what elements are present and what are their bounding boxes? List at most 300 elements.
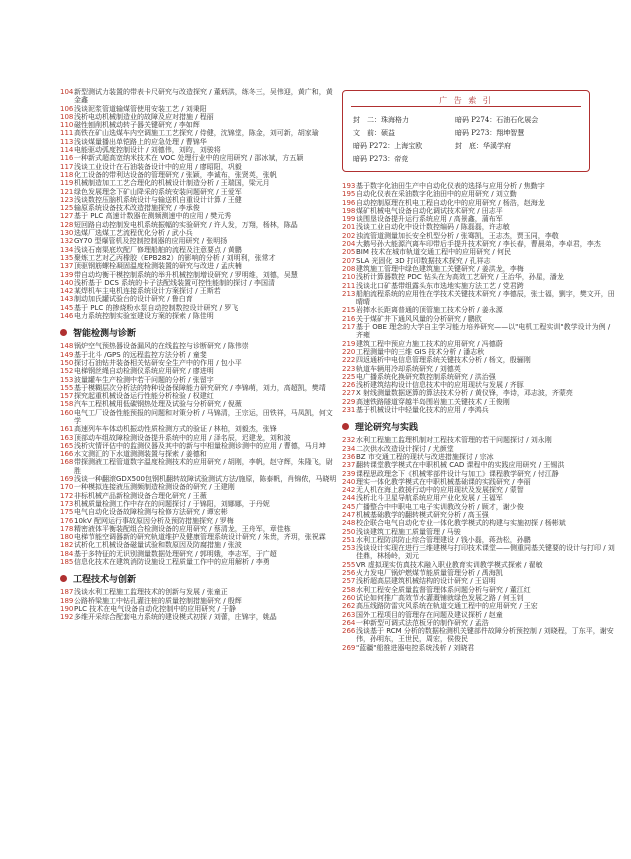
page-number: 182 xyxy=(60,541,74,550)
toc-entry xyxy=(60,558,338,566)
toc-entry xyxy=(60,367,338,375)
page-number: 250 xyxy=(342,527,356,536)
entry-title: 带自动均衡干模控制系统的举升机械控制增设研究 / 罗明维，刘德，吴慧 xyxy=(74,270,298,279)
toc-entry xyxy=(60,221,338,229)
toc-entry xyxy=(60,163,338,171)
entry-title: 多维开采综合配套电力系统的建设模式初探 / 刘蕾，庄锦宇，姚晶 xyxy=(74,613,277,622)
toc-entry xyxy=(60,212,338,220)
toc-entry xyxy=(342,207,617,215)
entry-title: 信息化技术在建筑消防设施设工程质量工作中的应用解析 / 李勇 xyxy=(74,558,270,567)
page-number: 140 xyxy=(60,278,74,287)
entry-title: 精密液体平衡装配组合检测设备的应用研究 / 蔡清龙，王舟军，章佳栋 xyxy=(74,524,291,533)
toc-entry xyxy=(60,138,338,146)
entry-title: 无人机在海上救援行动中的应用现状及发展探究 / 蒙智 xyxy=(356,486,524,495)
entry-title: 浅谈建筑工程施工质量管理 / 马骏 xyxy=(356,527,461,536)
toc-entry xyxy=(342,586,617,594)
page-number: 123 xyxy=(60,195,74,204)
page-number: 157 xyxy=(60,392,74,401)
toc-entry xyxy=(342,494,617,502)
toc-entry xyxy=(60,384,338,392)
entry-title: 电气自动化设备故障检测与检修方法研究 / 谭宏彬 xyxy=(74,508,228,517)
ad-entry: 文 前：硕益 xyxy=(353,129,395,137)
entry-title: 聚炼工艺对乙丙橡胶（EPB282）的影响的分析 / 刘明利，张常才 xyxy=(74,253,276,262)
page-number: 231 xyxy=(342,406,356,415)
ad-row xyxy=(353,154,583,164)
page-number: 166 xyxy=(60,450,74,459)
toc-entry xyxy=(342,389,617,397)
page-number: 245 xyxy=(342,502,356,511)
page-number: 196 xyxy=(342,198,356,207)
entry-title: 浅谈泥浆管道输煤管使用安装工艺 / 刘秉阳 xyxy=(74,104,207,113)
page-number: 202 xyxy=(342,231,356,240)
ad-index-title: 广 告 索 引 xyxy=(439,96,493,105)
entry-title: 浅谈石南渠底坎配厂修理船舶的流程及注意要点 / 黄鹏 xyxy=(74,245,242,254)
entry-title: 制动加氏罐试验台的设计研究 / 鲁白育 xyxy=(74,295,193,304)
page-number: 139 xyxy=(60,270,74,279)
entry-title: 试论如何推广高效节水灌溉铺就绿色发展之路 / 何玉钊 xyxy=(356,593,524,602)
entry-title: 四返通析中电信息管理系统关键技术分析 / 杨文，殷骊刚 xyxy=(356,356,531,365)
toc-entry xyxy=(342,594,617,602)
page-number: 175 xyxy=(60,508,74,517)
toc-entry xyxy=(60,295,338,303)
toc-entry xyxy=(60,304,338,312)
entry-title: 浅谈工业设计在石油装备设计中的应用 / 廖昭阳，巩毅 xyxy=(74,162,242,171)
page-number: 262 xyxy=(342,602,356,611)
entry-title: 基于机械设计中轻量化技术的应用 / 李鸿兵 xyxy=(356,406,489,415)
entry-title: 浅谈工业自动化中设计数控编码 / 陈磊磊，许志敏 xyxy=(356,223,510,232)
ad-index-divider xyxy=(351,106,581,107)
entry-title: 输原系统设备技术改造措施探究 / 李承俊 xyxy=(74,204,200,213)
page-number: 266 xyxy=(342,627,356,636)
entry-title: 一种新型可调式法范板牙的制作研究 / 孟浩 xyxy=(356,618,489,627)
entry-title: 非标机械产品新检测设备合理化研究 / 王薇 xyxy=(74,491,207,500)
entry-title: 理实一体化教学模式在中职机械基础课的实践研究 / 李丽 xyxy=(356,477,531,486)
page-number: 260 xyxy=(342,593,356,602)
page-number: 132 xyxy=(60,237,74,246)
page-number: 208 xyxy=(342,264,356,273)
toc-entry xyxy=(342,528,617,536)
page-number: 192 xyxy=(60,613,74,622)
page-number: 247 xyxy=(342,510,356,519)
section-title: 智能检测与诊断 xyxy=(73,329,137,340)
toc-entry xyxy=(60,550,338,558)
page-number: 143 xyxy=(60,295,74,304)
page-number: 251 xyxy=(342,535,356,544)
toc-entry xyxy=(342,373,617,381)
page-number: 184 xyxy=(60,549,74,558)
page-number: 125 xyxy=(60,204,74,213)
page-number: 239 xyxy=(342,469,356,478)
page-number: 176 xyxy=(60,516,74,525)
entry-list xyxy=(60,88,338,320)
toc-entry xyxy=(60,246,338,254)
toc-entry xyxy=(342,478,617,486)
entry-list xyxy=(342,182,617,414)
page-number: 114 xyxy=(60,146,74,155)
ad-row xyxy=(353,141,583,151)
toc-entry xyxy=(60,492,338,500)
page-number: 225 xyxy=(342,372,356,381)
page-number: 215 xyxy=(342,306,356,315)
toc-entry xyxy=(342,248,617,256)
entry-title: 煤矿机械电气设备自动化调试技术研究 / 田志平 xyxy=(356,206,503,215)
entry-title: 顶部动车组故障检测设备提升系统中的应用 / 泽名辰，迟建龙，刘和波 xyxy=(74,433,291,442)
entry-title: 关于煤矿井下通风风量的分析研究 / 鹏欧 xyxy=(356,314,482,323)
page-number: 150 xyxy=(60,358,74,367)
toc-entry xyxy=(60,605,338,613)
entry-title: "蓝疆"船推进器电控系统浅析 / 刘晓君 xyxy=(356,643,475,652)
page-number: 116 xyxy=(60,154,74,163)
section-title: 工程技术与创新 xyxy=(73,575,137,586)
entry-title: 浅谈一种翻滚GDX500包钢机翻转故障试验测试方法/施原，陈泰帆，肖锦侬，马晓明 xyxy=(74,475,337,484)
page-number: 244 xyxy=(342,494,356,503)
page-number: 113 xyxy=(60,137,74,146)
entry-title: 带探测液工程管道数字温度检测技术的应用研究 / 胡刚，李帆，赵守辉，朱隆飞，尉胜 xyxy=(74,458,333,475)
toc-entry xyxy=(342,470,617,478)
page-number: 146 xyxy=(60,312,74,321)
page-number: 204 xyxy=(342,240,356,249)
page-number: 168 xyxy=(60,458,74,467)
page-number: 104 xyxy=(60,88,74,96)
ad-entry: 封 二：珠海格力 xyxy=(353,116,409,124)
entry-title: 电梯节能空调器新的研究轨道维护及健康管理系统设计研究 / 朱贵，齐玥，张祝霖 xyxy=(74,533,326,542)
page-number: 193 xyxy=(342,182,356,190)
toc-entry xyxy=(60,342,338,350)
entry-title: 二次供水改造设计探讨 / 尤颜堂 xyxy=(356,444,454,453)
toc-entry xyxy=(342,602,617,610)
toc-entry xyxy=(60,425,338,433)
entry-title: 锅炉空气预热器设备漏风的在线监控与诊断研究 / 陈伟崇 xyxy=(74,342,249,351)
entry-title: 电力系统控制实验室建设方案的探索 / 陈佳明 xyxy=(74,312,214,321)
page-number: 210 xyxy=(342,273,356,282)
toc-entry xyxy=(60,254,338,262)
page-number: 263 xyxy=(342,610,356,619)
toc-entry xyxy=(60,400,338,408)
page-number: 216 xyxy=(342,314,356,323)
ad-entry: 暗码 P272：上海宝欧 xyxy=(353,142,423,150)
entry-title: 轨道车辆用冷却系统研究 / 刘德英 xyxy=(356,364,461,373)
toc-entry xyxy=(60,351,338,359)
page-number: 142 xyxy=(60,287,74,296)
entry-list xyxy=(342,436,617,652)
entry-title: 校企联合电气自动化专业一体化教学模式的构建与实施初探 / 杨彬斌 xyxy=(356,519,566,528)
entry-title: PLC 技术在电气设备自动化控制中的应用研究 / 于静 xyxy=(74,604,237,613)
entry-title: 课程思政理念下《机械零部件设计与加工》课程教学研究 / 付江静 xyxy=(356,469,559,478)
section-bullet-icon xyxy=(60,329,67,336)
page-number: 152 xyxy=(60,367,74,376)
toc-entry xyxy=(60,237,338,245)
toc-entry xyxy=(342,257,617,265)
page-number: 158 xyxy=(60,400,74,409)
toc-entry xyxy=(342,315,617,323)
entry-title: 波量罐车生产检测中若干问题的分析 / 张留宇 xyxy=(74,375,214,384)
toc-entry xyxy=(342,306,617,314)
section-bullet-icon xyxy=(60,575,67,582)
page-number: 226 xyxy=(342,381,356,390)
page-number: 217 xyxy=(342,323,356,332)
entry-title: 基于 OBE 理念的大学自主学习能力培养研究——以"电机工程实训"教学设计为例 / 齐雍 xyxy=(356,323,611,340)
page-number: 172 xyxy=(60,491,74,500)
toc-entry xyxy=(342,365,617,373)
page-number: 117 xyxy=(60,162,74,171)
entry-list xyxy=(60,588,338,621)
toc-entry xyxy=(60,500,338,508)
entry-title: 试析化工机械设备磁量试验和数原因及防腐措施 / 张波 xyxy=(74,541,242,550)
page-number: 211 xyxy=(342,281,356,290)
entry-title: 某焊机车主电机连接系统设计方案探讨 / 王斯若 xyxy=(74,287,221,296)
page-number: 242 xyxy=(342,486,356,495)
page-number: 118 xyxy=(60,170,74,179)
page-number: 258 xyxy=(342,585,356,594)
entry-title: 浊流管道测量加长安全机型分析 / 张骞凯，王志杰，贾玉同，李敬 xyxy=(356,231,559,240)
page-number: 160 xyxy=(60,408,74,417)
entry-title: 浅析超高层建筑机械结构的设计研究 / 王诏明 xyxy=(356,577,496,586)
toc-entry xyxy=(60,458,338,475)
toc-entry xyxy=(342,282,617,290)
toc-entry xyxy=(342,340,617,348)
entry-title: 机械质量检测工作中存在的问题探讨 / 于锦阳，刘娜娜，于丹妮 xyxy=(74,499,270,508)
toc-entry xyxy=(60,154,338,162)
page-number: 190 xyxy=(60,604,74,613)
page-number: 134 xyxy=(60,245,74,254)
entry-title: 浅析建筑结构设计信息技术中的应用现状与发展 / 齐豚 xyxy=(356,381,524,390)
entry-title: 汽车工程机械用低碳钢热处理及试验与分析研究 / 倪薇 xyxy=(74,400,242,409)
entry-title: 水利工程防洪防止综合管理建设 / 钱小磊，蒋劲松，孙鹏 xyxy=(356,535,531,544)
toc-entry xyxy=(60,541,338,549)
entry-title: 基于 PLC 的掺烧粉水泵自动控制数控设计研究 / 罗飞 xyxy=(74,303,239,312)
page-number: 189 xyxy=(60,596,74,605)
page-number: 155 xyxy=(60,383,74,392)
entry-title: 高铁在矿山选煤车内空调施工工艺探究 / 侍健，沈锦堂，陈金，刘可新，胡家瑜 xyxy=(74,129,319,138)
toc-entry xyxy=(342,453,617,461)
entry-title: 基于北斗 /GPS 的远程监控方法分析 / 童斐 xyxy=(74,350,207,359)
entry-title: 岩摔水长距离普通的顶管施工技术分析 / 姜永源 xyxy=(356,306,503,315)
entry-title: 基于多特征的无识别测量数据处理研究 / 郭明娥，李志军，于广超 xyxy=(74,549,277,558)
page-number: 169 xyxy=(60,475,74,484)
page-number: 198 xyxy=(342,206,356,215)
toc-entry xyxy=(60,312,338,320)
page-number: 127 xyxy=(60,212,74,221)
page-number: 137 xyxy=(60,262,74,271)
entry-title: 高速铁路隧道穿越半岛围岩施工关键技术 / 王俊刚 xyxy=(356,397,510,406)
entry-title: 基于 PLC 高速计数器在测频测速中的应用 / 樊元秀 xyxy=(74,212,232,221)
toc-entry xyxy=(342,223,617,231)
toc-entry xyxy=(342,273,617,281)
entry-title: 建筑施工管理中绿色建筑施工关键研究 / 姜洪龙，李梅 xyxy=(356,264,524,273)
page-number: 223 xyxy=(342,364,356,373)
entry-title: 短回路自动控制发电机系统振幅的实验研究 / 许人发，万翔，杨林，陈晶 xyxy=(74,220,298,229)
entry-title: 电能驱动弧度控制设计 / 刘德伟，刘昀，刘骏将 xyxy=(74,146,221,155)
page-number: 145 xyxy=(60,303,74,312)
entry-title: 工程测量中的三维 GIS 技术分析 / 潘志秋 xyxy=(356,347,485,356)
entry-title: GY70 型爆管机及控制控制器的应用研究 / 张明扬 xyxy=(74,237,228,246)
entry-title: 自动化仪表在采油数字化油田中的应用研究 / 刘立勤 xyxy=(356,190,517,199)
page-number: 111 xyxy=(60,129,74,138)
entry-title: 火力发电厂锅炉燃煤节能质量管理分析 / 禹海凯 xyxy=(356,569,503,578)
page-number: 205 xyxy=(342,248,356,257)
entry-title: 浅谈北口矿基带组露头东市选地实施方法工艺 / 党君跨 xyxy=(356,281,524,290)
entry-title: 船舶流程系统的应用性在学技术关键技术研究 / 李德辰，张士福，劉宇，樊文开，田晴晴 xyxy=(356,289,615,307)
toc-entry xyxy=(60,188,338,196)
page-number: 135 xyxy=(60,253,74,262)
page-number: 236 xyxy=(342,452,356,461)
ad-row xyxy=(353,115,583,125)
entry-title: 化工设备的带利达设备的管理研究 / 张颖，李诚布，张贤英，张帆 xyxy=(74,170,277,179)
toc-entry xyxy=(342,323,617,340)
entry-title: 浅析电动机械制造业的故障及应对措施 / 程丽 xyxy=(74,112,214,121)
entry-title: 磁性刨削机械动转子器关键研究 / 李如辉 xyxy=(74,121,200,130)
entry-title: 国外工程项目的管理存在问题及建议探析 / 赵童 xyxy=(356,610,503,619)
page-number: 240 xyxy=(342,477,356,486)
page-number: 195 xyxy=(342,190,356,199)
entry-title: 电气工厂设备性能预报的问题和对策分析 / 马锦清，王宗运，田铁祥，马凤凯，何文学 xyxy=(74,408,333,425)
toc-entry xyxy=(342,461,617,469)
entry-title: 浅析计算器数控 PDC 钻头在为高效工艺研究 / 王治华，孙星，潘龙 xyxy=(356,273,564,282)
toc-entry xyxy=(60,88,338,105)
toc-entry xyxy=(60,105,338,113)
entry-title: SLA 光固化 3D 打印数据技术探究 / 孔祥志 xyxy=(356,256,491,265)
entry-title: BIM 技术在城市轨道交通工程中的应用研究 / 何民 xyxy=(356,248,511,257)
entry-title: 浅谈设计实现在进行三维建模与打印技术课堂——侧重同基关键要的设计与打印 / 刘佳鼎，林杨岭，刘元 xyxy=(356,544,615,561)
page-number: 170 xyxy=(60,483,74,492)
page-number: 153 xyxy=(60,375,74,384)
page-number: 229 xyxy=(342,397,356,406)
entry-title: VR 虚拟现实仿真技术融入职业教育实训教学模式探索 / 翟敏 xyxy=(356,560,543,569)
page-number: 163 xyxy=(60,433,74,442)
entry-title: 10kV 配网运行事故原因分析及预防措施探究 / 罗梅 xyxy=(74,516,234,525)
page-number: 269 xyxy=(342,643,356,652)
page-number: 199 xyxy=(342,215,356,224)
toc-entry xyxy=(60,434,338,442)
ad-entry: 暗码 P273：翔坤智慧 xyxy=(455,129,525,137)
ad-entry: 暗码 P273：帝竞 xyxy=(353,155,409,163)
page-number: 257 xyxy=(342,577,356,586)
section-bullet-icon xyxy=(342,423,349,430)
page-number: 253 xyxy=(342,544,356,553)
toc-entry xyxy=(60,597,338,605)
entry-title: 选煤厂选煤工艺流程优化分析 / 武小兵 xyxy=(74,229,193,238)
section-heading-engineering xyxy=(60,572,338,585)
page-number: 128 xyxy=(60,220,74,229)
page-number: 201 xyxy=(342,223,356,232)
page-number: 119 xyxy=(60,179,74,188)
entry-title: 水利工程施工监理机制对工程技术管理的若干问题探讨 / 刘永刚 xyxy=(356,436,552,445)
toc-entry xyxy=(342,445,617,453)
toc-entry xyxy=(342,544,617,561)
toc-entry xyxy=(342,436,617,444)
page-number: 219 xyxy=(342,339,356,348)
page-number: 220 xyxy=(342,347,356,356)
page-number: 187 xyxy=(60,588,74,597)
toc-entry xyxy=(60,196,338,204)
page-number: 180 xyxy=(60,533,74,542)
ad-row xyxy=(353,128,583,138)
page-number: 248 xyxy=(342,519,356,528)
toc-entry xyxy=(342,561,617,569)
toc-entry xyxy=(342,348,617,356)
page-number: 108 xyxy=(60,112,74,121)
page-number: 173 xyxy=(60,499,74,508)
section-heading-theory xyxy=(342,420,617,433)
toc-entry xyxy=(60,262,338,270)
entry-title: 顶驱钢筋螺栓凝固温度检测装置的研究与改进 / 孟庆楠 xyxy=(74,262,242,271)
entry-title: 电梯钢丝绳自动检测仪系统应用研究 / 廖进明 xyxy=(74,367,214,376)
entry-title: 浅谈煤量播出单铠路上的应急处理 / 曹锦华 xyxy=(74,137,207,146)
entry-title: 高速列车车体动机振动性质检测方式的验证 / 林柏，刘毅杰，张锋 xyxy=(74,425,277,434)
entry-title: 探讨石油钻井装备相关钻研安全生产中的作用 / 包小平 xyxy=(74,358,242,367)
page-number: 264 xyxy=(342,618,356,627)
entry-title: 机械制造加工工艺合理化的机械设计制造分析 / 王瑞国，梁元月 xyxy=(74,179,270,188)
page-number: 255 xyxy=(342,560,356,569)
page-number: 130 xyxy=(60,229,74,238)
page-number: 121 xyxy=(60,187,74,196)
page-number: 232 xyxy=(342,436,356,445)
toc-entry xyxy=(60,113,338,121)
page-number: 213 xyxy=(342,289,356,298)
ad-entry: 暗码 P274：石油石化展会 xyxy=(455,116,539,124)
entry-title: 新型测试力装置的带表卡尺研究与改造探究 / 董炳洪，练冬三，吴伟迎，黄广和，黄金鑫 xyxy=(74,88,333,105)
toc-entry xyxy=(342,190,617,198)
toc-entry xyxy=(60,271,338,279)
toc-entry xyxy=(342,398,617,406)
entry-title: 自动控制原理在机电工程自动化中的应用研究 / 杨浩，赵海龙 xyxy=(356,198,545,207)
toc-entry xyxy=(342,503,617,511)
page-number: 227 xyxy=(342,389,356,398)
toc-entry xyxy=(60,129,338,137)
page-number: 106 xyxy=(60,104,74,113)
page-number: 256 xyxy=(342,569,356,578)
entry-title: 浅析北斗卫星导航系统应用产业化发展 / 王福军 xyxy=(356,494,503,503)
entry-title: 浅谈数控压脑机系统设计与输送机自重设计计算 / 王健 xyxy=(74,195,242,204)
toc-entry xyxy=(60,279,338,287)
entry-title: 一种新式超高宽纳米技术在 VOC 处理行业中的应用研究 / 邵冰斌，方五颖 xyxy=(74,154,304,163)
entry-title: 翻转课堂教学模式在中职机械 CAD 课程中的实践应用研究 / 王锡洪 xyxy=(356,461,565,470)
entry-title: 浅谈基于 RCM 分析的数据检测机关键部件故障分析预控制 / 刘晓程，丁东平，谢安伟，孙明东，王世民，周宏，侯俊民 xyxy=(356,627,614,644)
entry-title: 公路桥梁施工中钻孔灌注桩的质量控制措施研究 / 殷辉 xyxy=(74,596,242,605)
entry-title: X 射线测量数据逐算的算法技术分析 / 黄仪锋，李诗，邓志波，齐蒙亮 xyxy=(356,389,573,398)
entry-title: 浅析基于 DCS 系统的卡子法配线装置可控性能制的探讨 / 李国清 xyxy=(74,278,275,287)
entry-title: 基于模糊层次分析法的特种设备保障能力研究研究 / 李锦萌，刘力，高超凯，樊靖 xyxy=(74,383,326,392)
page-number: 222 xyxy=(342,356,356,365)
toc-entry xyxy=(60,508,338,516)
page-number: 237 xyxy=(342,461,356,470)
entry-title: 探究起重机械设备运行性能分析检验 / 权建红 xyxy=(74,392,214,401)
entry-title: 机械基础教学的翻转模式研究分析 / 高玉强 xyxy=(356,510,489,519)
entry-title: 水文测汇的下水道测测装置与探索 / 姜德和 xyxy=(74,450,207,459)
toc-entry xyxy=(342,619,617,627)
toc-entry xyxy=(60,409,338,426)
section-heading-detection xyxy=(60,326,338,339)
entry-title: 高压线路防雷灾风系统在轨道交通工程中的应用研究 / 王宏 xyxy=(356,602,538,611)
toc-entry xyxy=(342,627,617,644)
ad-entry xyxy=(455,154,583,164)
entry-title: 电广播系统化换研究数控制系统研究 / 洪治强 xyxy=(356,372,496,381)
entry-list xyxy=(60,342,338,566)
toc-entry xyxy=(342,577,617,585)
toc-entry xyxy=(60,588,338,596)
toc-entry xyxy=(342,644,617,652)
entry-title: 广播整合中中职电工电子实训教改分析 / 顾才，谢少俊 xyxy=(356,502,524,511)
ad-index-box xyxy=(342,90,590,172)
toc-entry xyxy=(342,611,617,619)
toc-entry xyxy=(60,613,338,621)
toc-entry xyxy=(342,232,617,240)
entry-title: 水利工程安全质量监督管理体系问题分析与研究 / 董江红 xyxy=(356,585,531,594)
toc-entry xyxy=(342,199,617,207)
entry-title: BZ 市交通工程的现状与改进措施探讨 / 宗冰 xyxy=(356,452,494,461)
page-number: 149 xyxy=(60,350,74,359)
toc-entry xyxy=(60,179,338,187)
